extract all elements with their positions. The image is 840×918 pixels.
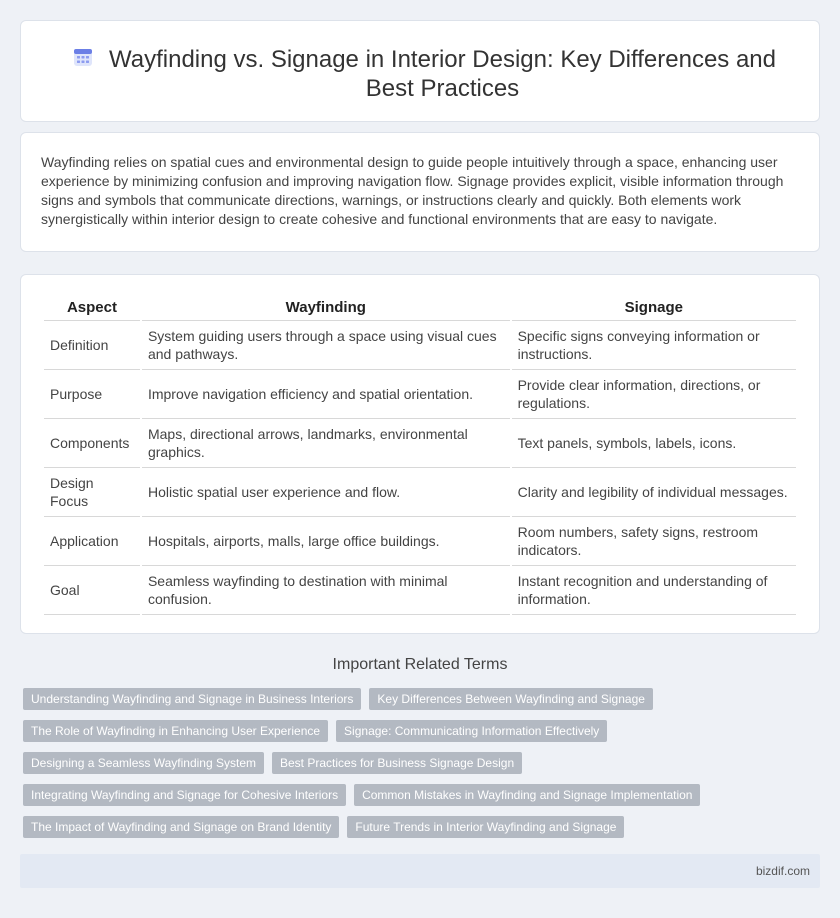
cell-signage: Specific signs conveying information or instructions. xyxy=(512,321,796,370)
table-row xyxy=(44,370,796,419)
tag-row xyxy=(23,688,823,710)
cell-signage: Room numbers, safety signs, restroom indicators. xyxy=(512,517,796,566)
cell-wayfinding: Seamless wayfinding to destination with minimal confusion. xyxy=(142,566,510,615)
intro-card xyxy=(20,132,820,252)
cell-wayfinding: System guiding users through a space using visual cues and pathways. xyxy=(142,321,510,370)
page-title: Wayfinding vs. Signage in Interior Design: Key Differences and Best Practices xyxy=(108,46,777,102)
related-term-link[interactable]: The Impact of Wayfinding and Signage on Brand Identity xyxy=(23,816,339,838)
cell-aspect: Design Focus xyxy=(44,468,140,517)
header-wayfinding: Wayfinding xyxy=(142,295,510,321)
cell-aspect: Purpose xyxy=(44,370,140,419)
related-term-link[interactable]: Understanding Wayfinding and Signage in Business Interiors xyxy=(23,688,361,710)
cell-signage: Clarity and legibility of individual messages. xyxy=(512,468,796,517)
table-header-row xyxy=(44,295,796,321)
related-term-link[interactable]: Common Mistakes in Wayfinding and Signage Implementation xyxy=(354,784,700,806)
table-row xyxy=(44,468,796,517)
related-terms-list xyxy=(23,688,823,848)
table-row xyxy=(44,419,796,468)
related-term-link[interactable]: Signage: Communicating Information Effectively xyxy=(336,720,607,742)
tag-row xyxy=(23,784,823,806)
tag-row xyxy=(23,720,823,742)
related-term-link[interactable]: Future Trends in Interior Wayfinding and Signage xyxy=(347,816,624,838)
table-row xyxy=(44,517,796,566)
related-term-link[interactable]: Best Practices for Business Signage Design xyxy=(272,752,522,774)
table-row xyxy=(44,321,796,370)
cell-aspect: Application xyxy=(44,517,140,566)
related-term-link[interactable]: The Role of Wayfinding in Enhancing User Experience xyxy=(23,720,328,742)
tag-row xyxy=(23,816,823,838)
related-term-link[interactable]: Key Differences Between Wayfinding and Signage xyxy=(369,688,653,710)
cell-wayfinding: Hospitals, airports, malls, large office buildings. xyxy=(142,517,510,566)
related-term-link[interactable]: Designing a Seamless Wayfinding System xyxy=(23,752,264,774)
cell-aspect: Goal xyxy=(44,566,140,615)
intro-paragraph: Wayfinding relies on spatial cues and environmental design to guide people intuitively through a space, enhancing user experience by minimizing confusion and improving navigation flow. Signage provides explicit, visible information through signs and symbols that communicate directions, warnings, or instructions clearly and quickly. Both elements work synergistically within interior design to create cohesive and functional environments that are easy to navigate. xyxy=(41,154,784,227)
cell-signage: Provide clear information, directions, or regulations. xyxy=(512,370,796,419)
table-row xyxy=(44,566,796,615)
header-card xyxy=(20,20,820,122)
cell-wayfinding: Improve navigation efficiency and spatial orientation. xyxy=(142,370,510,419)
header-aspect: Aspect xyxy=(44,295,140,321)
tag-row xyxy=(23,752,823,774)
header-signage: Signage xyxy=(512,295,796,321)
cell-wayfinding: Holistic spatial user experience and flow. xyxy=(142,468,510,517)
cell-aspect: Definition xyxy=(44,321,140,370)
site-link[interactable]: bizdif.com xyxy=(755,864,810,878)
comparison-table-card xyxy=(20,274,820,634)
related-terms-title: Important Related Terms xyxy=(332,656,508,673)
cell-wayfinding: Maps, directional arrows, landmarks, environmental graphics. xyxy=(142,419,510,468)
cell-aspect: Components xyxy=(44,419,140,468)
cell-signage: Text panels, symbols, labels, icons. xyxy=(512,419,796,468)
footer xyxy=(20,854,820,888)
cell-signage: Instant recognition and understanding of information. xyxy=(512,566,796,615)
comparison-table xyxy=(42,295,798,615)
related-term-link[interactable]: Integrating Wayfinding and Signage for Cohesive Interiors xyxy=(23,784,346,806)
